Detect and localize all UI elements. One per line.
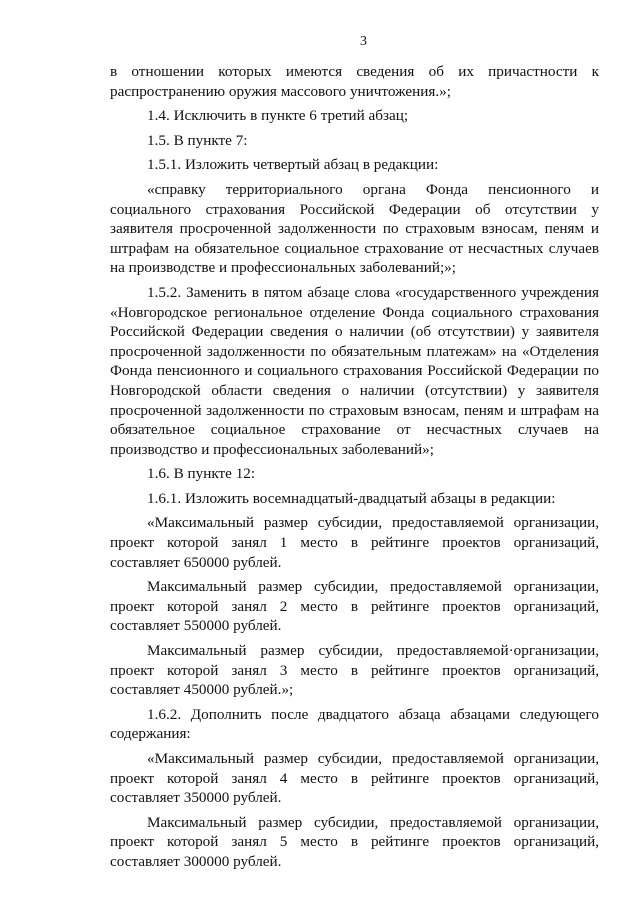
paragraph: «Максимальный размер субсидии, предоставляемой организации, проект которой занял 4 место в рейтинге проектов организаций, составляет 350000 рублей. [110, 750, 599, 807]
paragraph: «справку территориального органа Фонда пенсионного и социального страхования Российской Федерации об отсутствии у заявителя просроченной задолженности по страховым взносам, пеням и штрафам на обязательное социальное страхование от несчастных случаев на производстве и профессиональных заболеваний;»; [110, 180, 599, 277]
paragraph: 1.5.2. Заменить в пятом абзаце слова «государственного учреждения «Новгородское региональное отделение Фонда социального страхования Российской Федерации сведения о наличии (об отсутствии) у заявителя просроченной задолженности по обязательным платежам» на «Отделения Фонда пенсионного и социального страхования Российской Федерации по Новгородской области сведения о наличии (отсутствии) у заявителя просроченной задолженности по страховым взносам, пеням и штрафам на обязательное социальное страхование от несчастных случаев на производство и профессиональных заболеваний»; [110, 283, 599, 458]
paragraph: 1.5.1. Изложить четвертый абзац в редакции: [147, 156, 439, 174]
paragraph: в отношении которых имеются сведения об их причастности к распространению оружия массового уничтожения.»; [110, 63, 599, 100]
paragraph: 1.5. В пункте 7: [147, 131, 248, 149]
paragraph: Максимальный размер субсидии, предоставляемой·организации, проект которой занял 3 место в рейтинге проектов организаций, составляет 450000 рублей.»; [110, 642, 599, 699]
paragraph: 1.6. В пункте 12: [147, 465, 256, 483]
page-number: 3 [360, 34, 367, 49]
paragraph: Максимальный размер субсидии, предоставляемой организации, проект которой занял 5 место в рейтинге проектов организаций, составляет 300000 рублей. [110, 813, 599, 870]
paragraph: 1.6.1. Изложить восемнадцатый-двадцатый абзацы в редакции: [147, 489, 556, 507]
paragraph: 1.4. Исключить в пункте 6 третий абзац; [147, 107, 409, 125]
paragraph: Максимальный размер субсидии, предоставляемой организации, проект которой занял 2 место в рейтинге проектов организаций, составляет 550000 рублей. [110, 578, 599, 635]
document-body [110, 62, 599, 872]
paragraph: 1.6.2. Дополнить после двадцатого абзаца абзацами следующего содержания: [110, 705, 599, 743]
paragraph: «Максимальный размер субсидии, предоставляемой организации, проект которой занял 1 место в рейтинге проектов организаций, составляет 650000 рублей. [110, 514, 599, 571]
